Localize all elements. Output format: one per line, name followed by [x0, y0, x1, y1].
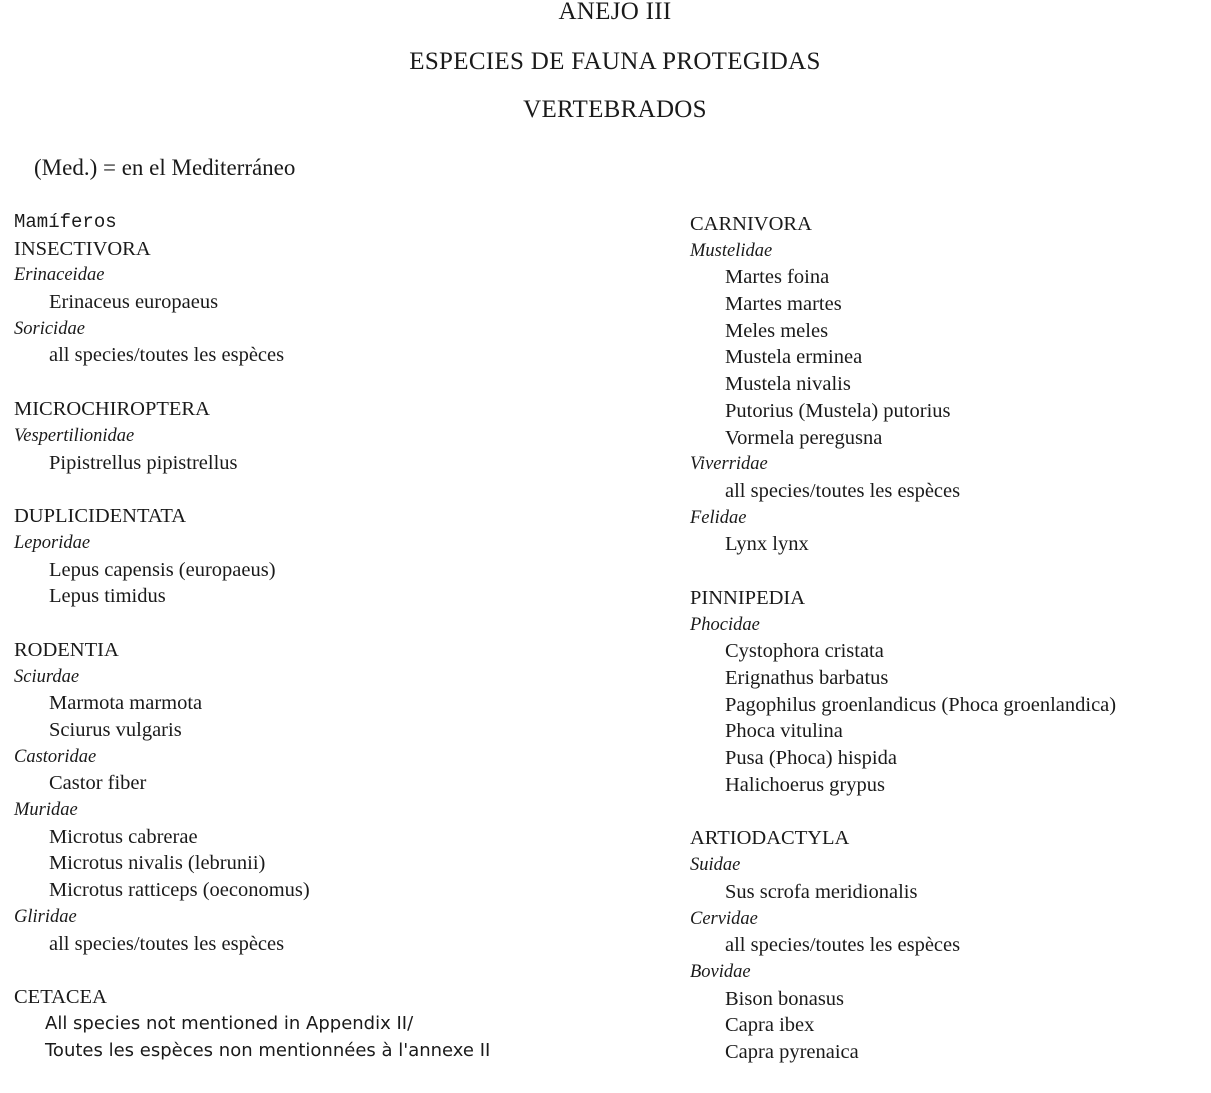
family-name: Viverridae	[690, 454, 768, 475]
family-name: Soricidae	[14, 318, 85, 339]
species-name: all species/toutes les espèces	[49, 344, 285, 367]
order-block-microchiroptera	[14, 396, 490, 476]
order-block-carnivora	[690, 211, 1116, 558]
species-name: Erignathus barbatus	[725, 667, 889, 689]
species-name: Microtus cabrerae	[49, 825, 198, 848]
order-heading: ARTIODACTYLA	[690, 827, 850, 850]
species-name: Pusa (Phoca) hispida	[725, 747, 897, 770]
family-name: Bovidae	[690, 961, 751, 982]
family-name: Cervidae	[690, 908, 758, 929]
species-name: Pipistrellus pipistrellus	[49, 451, 238, 474]
species-name: Lynx lynx	[725, 533, 809, 556]
species-name: Martes martes	[725, 293, 842, 316]
species-name: Capra ibex	[725, 1014, 815, 1037]
species-name: Mustela erminea	[725, 346, 863, 369]
family-name: Leporidae	[14, 532, 91, 553]
order-heading: INSECTIVORA	[14, 237, 151, 260]
order-heading: DUPLICIDENTATA	[14, 505, 187, 528]
family-name: Vespertilionidae	[14, 425, 135, 446]
species-name: Meles meles	[725, 319, 829, 342]
right-column	[690, 211, 1116, 1093]
family-name: Muridae	[14, 800, 78, 821]
species-name: Erinaceus europaeus	[49, 291, 219, 314]
order-heading: CETACEA	[14, 986, 107, 1009]
family-name: Mustelidae	[690, 240, 773, 261]
species-name: all species/toutes les espèces	[725, 479, 961, 502]
section-title: VERTEBRADOS	[523, 96, 707, 123]
family-name: Gliridae	[14, 906, 77, 927]
species-name: Cystophora cristata	[725, 640, 884, 663]
class-title: Mamíferos	[14, 211, 117, 233]
species-name: Putorius (Mustela) putorius	[725, 399, 951, 422]
order-heading: MICROCHIROPTERA	[14, 398, 210, 421]
family-name: Sciurdae	[14, 666, 80, 687]
document-title: ESPECIES DE FAUNA PROTEGIDAS	[409, 48, 821, 75]
order-block-duplicidentata	[14, 503, 490, 610]
abbreviation-note: (Med.) = en el Mediterráneo	[34, 155, 296, 180]
annex-title: ANEJO III	[558, 0, 672, 25]
species-note: All species not mentioned in Appendix II/	[45, 1012, 414, 1034]
species-name: Halichoerus grypus	[725, 773, 885, 796]
family-name: Phocidae	[690, 614, 760, 635]
species-name: Marmota marmota	[49, 692, 203, 715]
order-heading: RODENTIA	[14, 638, 119, 661]
species-name: Vormela peregusna	[725, 426, 883, 449]
species-name: Capra pyrenaica	[725, 1040, 859, 1063]
order-block-insectivora	[14, 236, 490, 369]
species-name: Lepus capensis (europaeus)	[49, 558, 276, 581]
species-name: all species/toutes les espèces	[49, 932, 285, 955]
species-name: Martes foina	[725, 266, 830, 289]
species-name: Castor fiber	[49, 772, 147, 795]
species-name: Microtus ratticeps (oeconomus)	[49, 879, 310, 902]
species-name: Mustela nivalis	[725, 373, 851, 396]
left-column	[14, 209, 490, 1091]
species-name: Bison bonasus	[725, 987, 845, 1010]
species-name: Sciurus vulgaris	[49, 719, 182, 741]
species-name: Sus scrofa meridionalis	[725, 880, 918, 903]
family-name: Erinaceidae	[14, 265, 105, 286]
order-block-rodentia	[14, 637, 490, 957]
order-block-artiodactyla	[690, 825, 1116, 1065]
species-name: Pagophilus groenlandicus (Phoca groenlandica)	[725, 693, 1117, 716]
family-name: Castoridae	[14, 746, 97, 767]
order-block-pinnipedia	[690, 585, 1116, 799]
order-heading: CARNIVORA	[690, 213, 812, 235]
order-block-cetacea	[14, 984, 490, 1064]
species-name: Phoca vitulina	[725, 720, 843, 743]
species-name: Lepus timidus	[49, 585, 166, 608]
family-name: Suidae	[690, 855, 741, 876]
species-note: Toutes les espèces non mentionnées à l'annexe II	[45, 1039, 491, 1061]
species-name: Microtus nivalis (lebrunii)	[49, 852, 266, 875]
family-name: Felidae	[690, 507, 747, 528]
species-name: all species/toutes les espèces	[725, 934, 961, 957]
order-heading: PINNIPEDIA	[690, 586, 806, 609]
